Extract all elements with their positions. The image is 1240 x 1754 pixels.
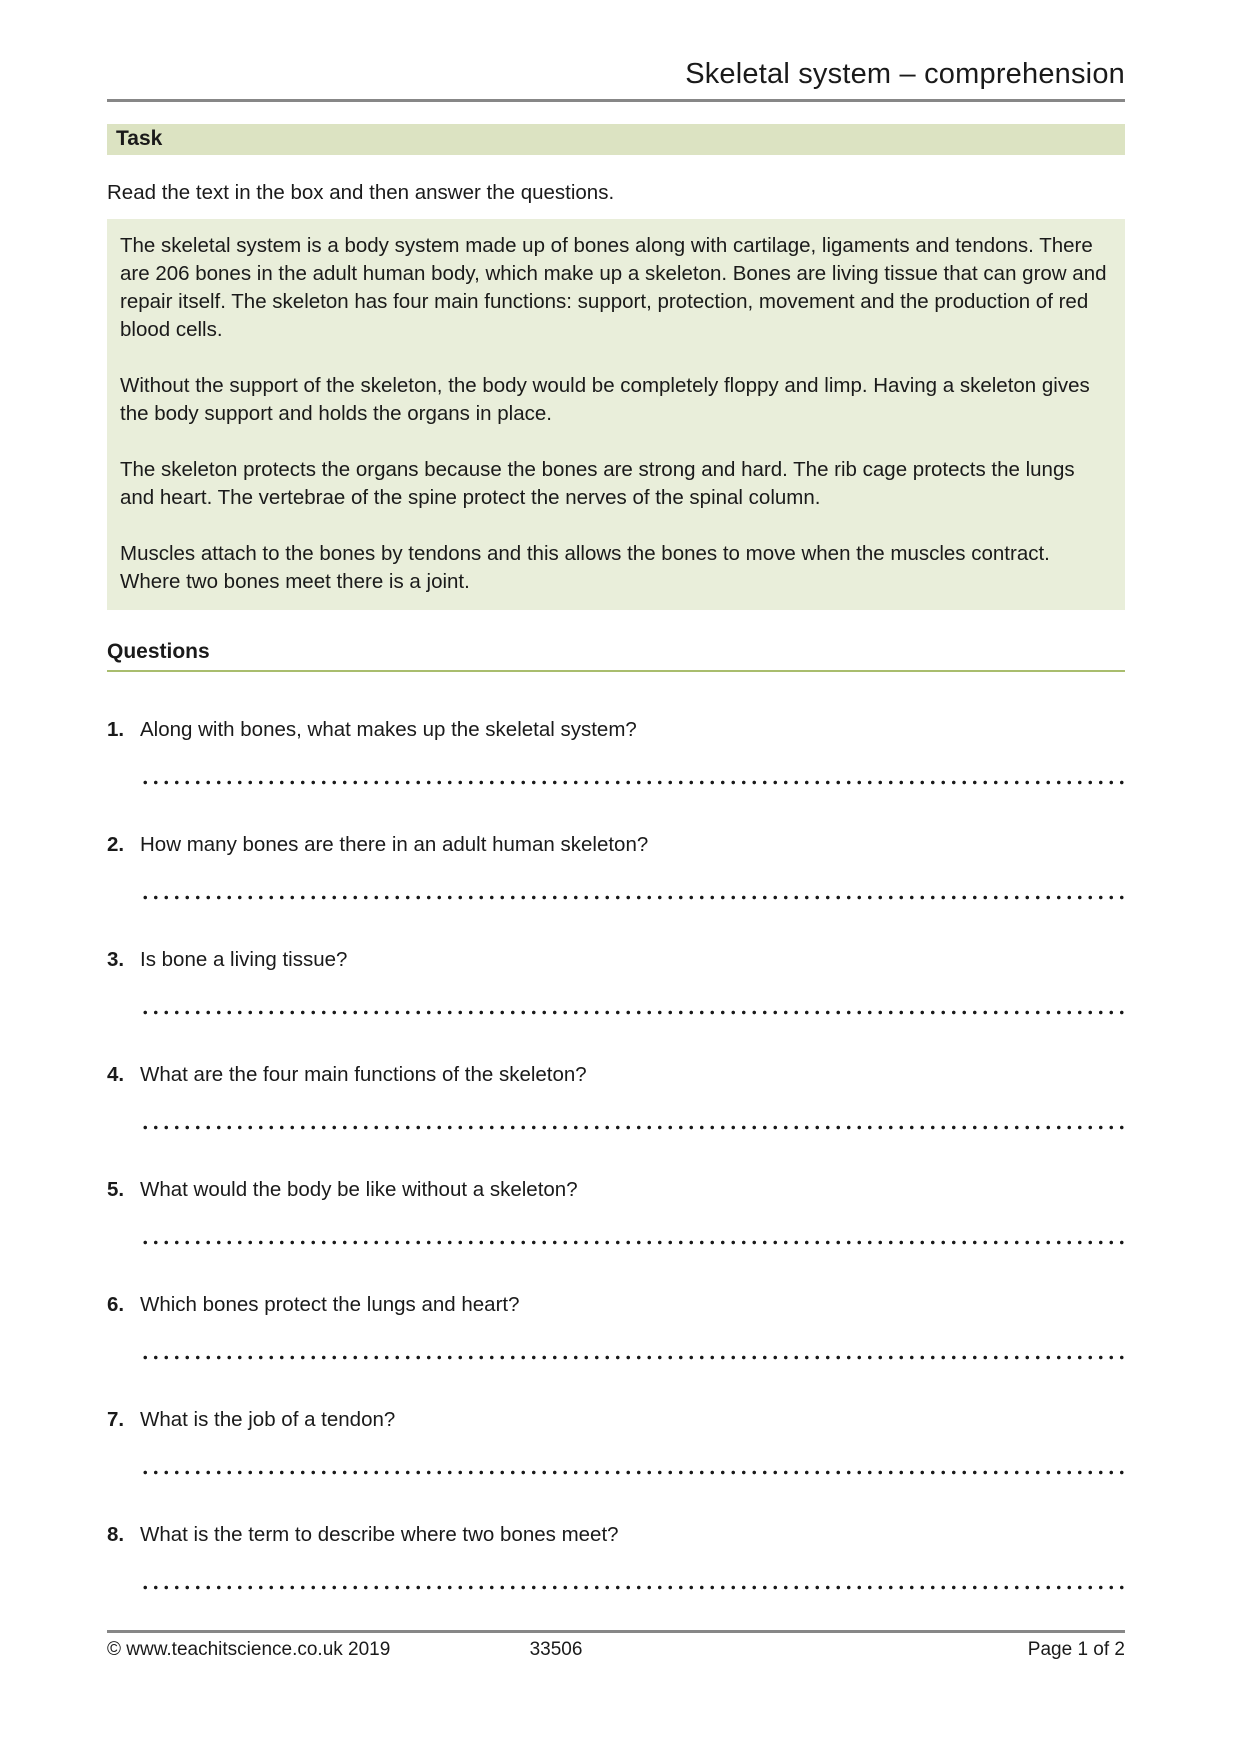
document-header (107, 58, 1125, 102)
question-number: 3. (107, 948, 125, 971)
passage-paragraph: The skeletal system is a body system made up of bones along with cartilage, ligaments and tendons. There are 206 bones in the adult human body, which make up a skeleton. Bones are living tissue that can grow and repair itself. The skeleton has four main functions: support, protection, movement and the production of red blood cells. (120, 234, 1107, 341)
page-title: Skeletal system – comprehension (685, 58, 1125, 90)
question-number: 7. (107, 1408, 125, 1431)
question-text: Along with bones, what makes up the skeletal system? (140, 718, 637, 741)
question-line (107, 1176, 1125, 1203)
question-item (107, 946, 1125, 1015)
question-text: How many bones are there in an adult human skeleton? (140, 833, 649, 856)
question-item (107, 1406, 1125, 1475)
question-line (107, 946, 1125, 973)
answer-dotted-line (140, 1240, 1125, 1245)
answer-dotted-line (140, 1125, 1125, 1130)
footer-divider (107, 1630, 1125, 1633)
answer-dotted-line (140, 1470, 1125, 1475)
question-text: What is the term to describe where two bones meet? (140, 1523, 619, 1546)
passage-paragraph: The skeleton protects the organs because the bones are strong and hard. The rib cage protects the lungs and heart. The vertebrae of the spine protect the nerves of the spinal column. (120, 458, 1075, 509)
question-number: 8. (107, 1523, 125, 1546)
question-line (107, 1291, 1125, 1318)
answer-dotted-line (140, 780, 1125, 785)
question-line (107, 716, 1125, 743)
question-text: What are the four main functions of the skeleton? (140, 1063, 587, 1086)
footer-document-id: 33506 (529, 1639, 583, 1660)
answer-dotted-line (140, 1010, 1125, 1015)
footer-copyright: © www.teachitscience.co.uk 2019 (107, 1639, 391, 1660)
question-item (107, 1061, 1125, 1130)
question-line (107, 1521, 1125, 1548)
passage-paragraph: Without the support of the skeleton, the body would be completely floppy and limp. Having a skeleton gives the body support and holds the organs in place. (120, 374, 1090, 425)
question-number: 1. (107, 718, 125, 741)
document-footer (107, 1630, 1125, 1661)
question-text: What is the job of a tendon? (140, 1408, 396, 1431)
passage-paragraph: Muscles attach to the bones by tendons and this allows the bones to move when the muscles contract. Where two bones meet there is a joint. (120, 542, 1050, 593)
question-item (107, 831, 1125, 900)
question-item (107, 1176, 1125, 1245)
questions-section-heading: Questions (107, 640, 1125, 672)
question-number: 4. (107, 1063, 125, 1086)
question-text: Is bone a living tissue? (140, 948, 348, 971)
task-instruction: Read the text in the box and then answer the questions. (107, 181, 615, 204)
answer-dotted-line (140, 1355, 1125, 1360)
answer-dotted-line (140, 895, 1125, 900)
task-section-heading: Task (107, 124, 1125, 155)
footer-row (107, 1639, 1125, 1661)
question-line (107, 1406, 1125, 1433)
question-line (107, 1061, 1125, 1088)
question-number: 2. (107, 833, 125, 856)
reading-passage-box (107, 219, 1125, 610)
header-divider (107, 99, 1125, 102)
questions-list (107, 716, 1125, 1590)
answer-dotted-line (140, 1585, 1125, 1590)
footer-page-number: Page 1 of 2 (1027, 1639, 1125, 1660)
question-item (107, 1521, 1125, 1590)
question-item (107, 716, 1125, 785)
question-number: 6. (107, 1293, 125, 1316)
question-text: Which bones protect the lungs and heart? (140, 1293, 520, 1316)
question-line (107, 831, 1125, 858)
question-number: 5. (107, 1178, 125, 1201)
question-item (107, 1291, 1125, 1360)
question-text: What would the body be like without a skeleton? (140, 1178, 578, 1201)
